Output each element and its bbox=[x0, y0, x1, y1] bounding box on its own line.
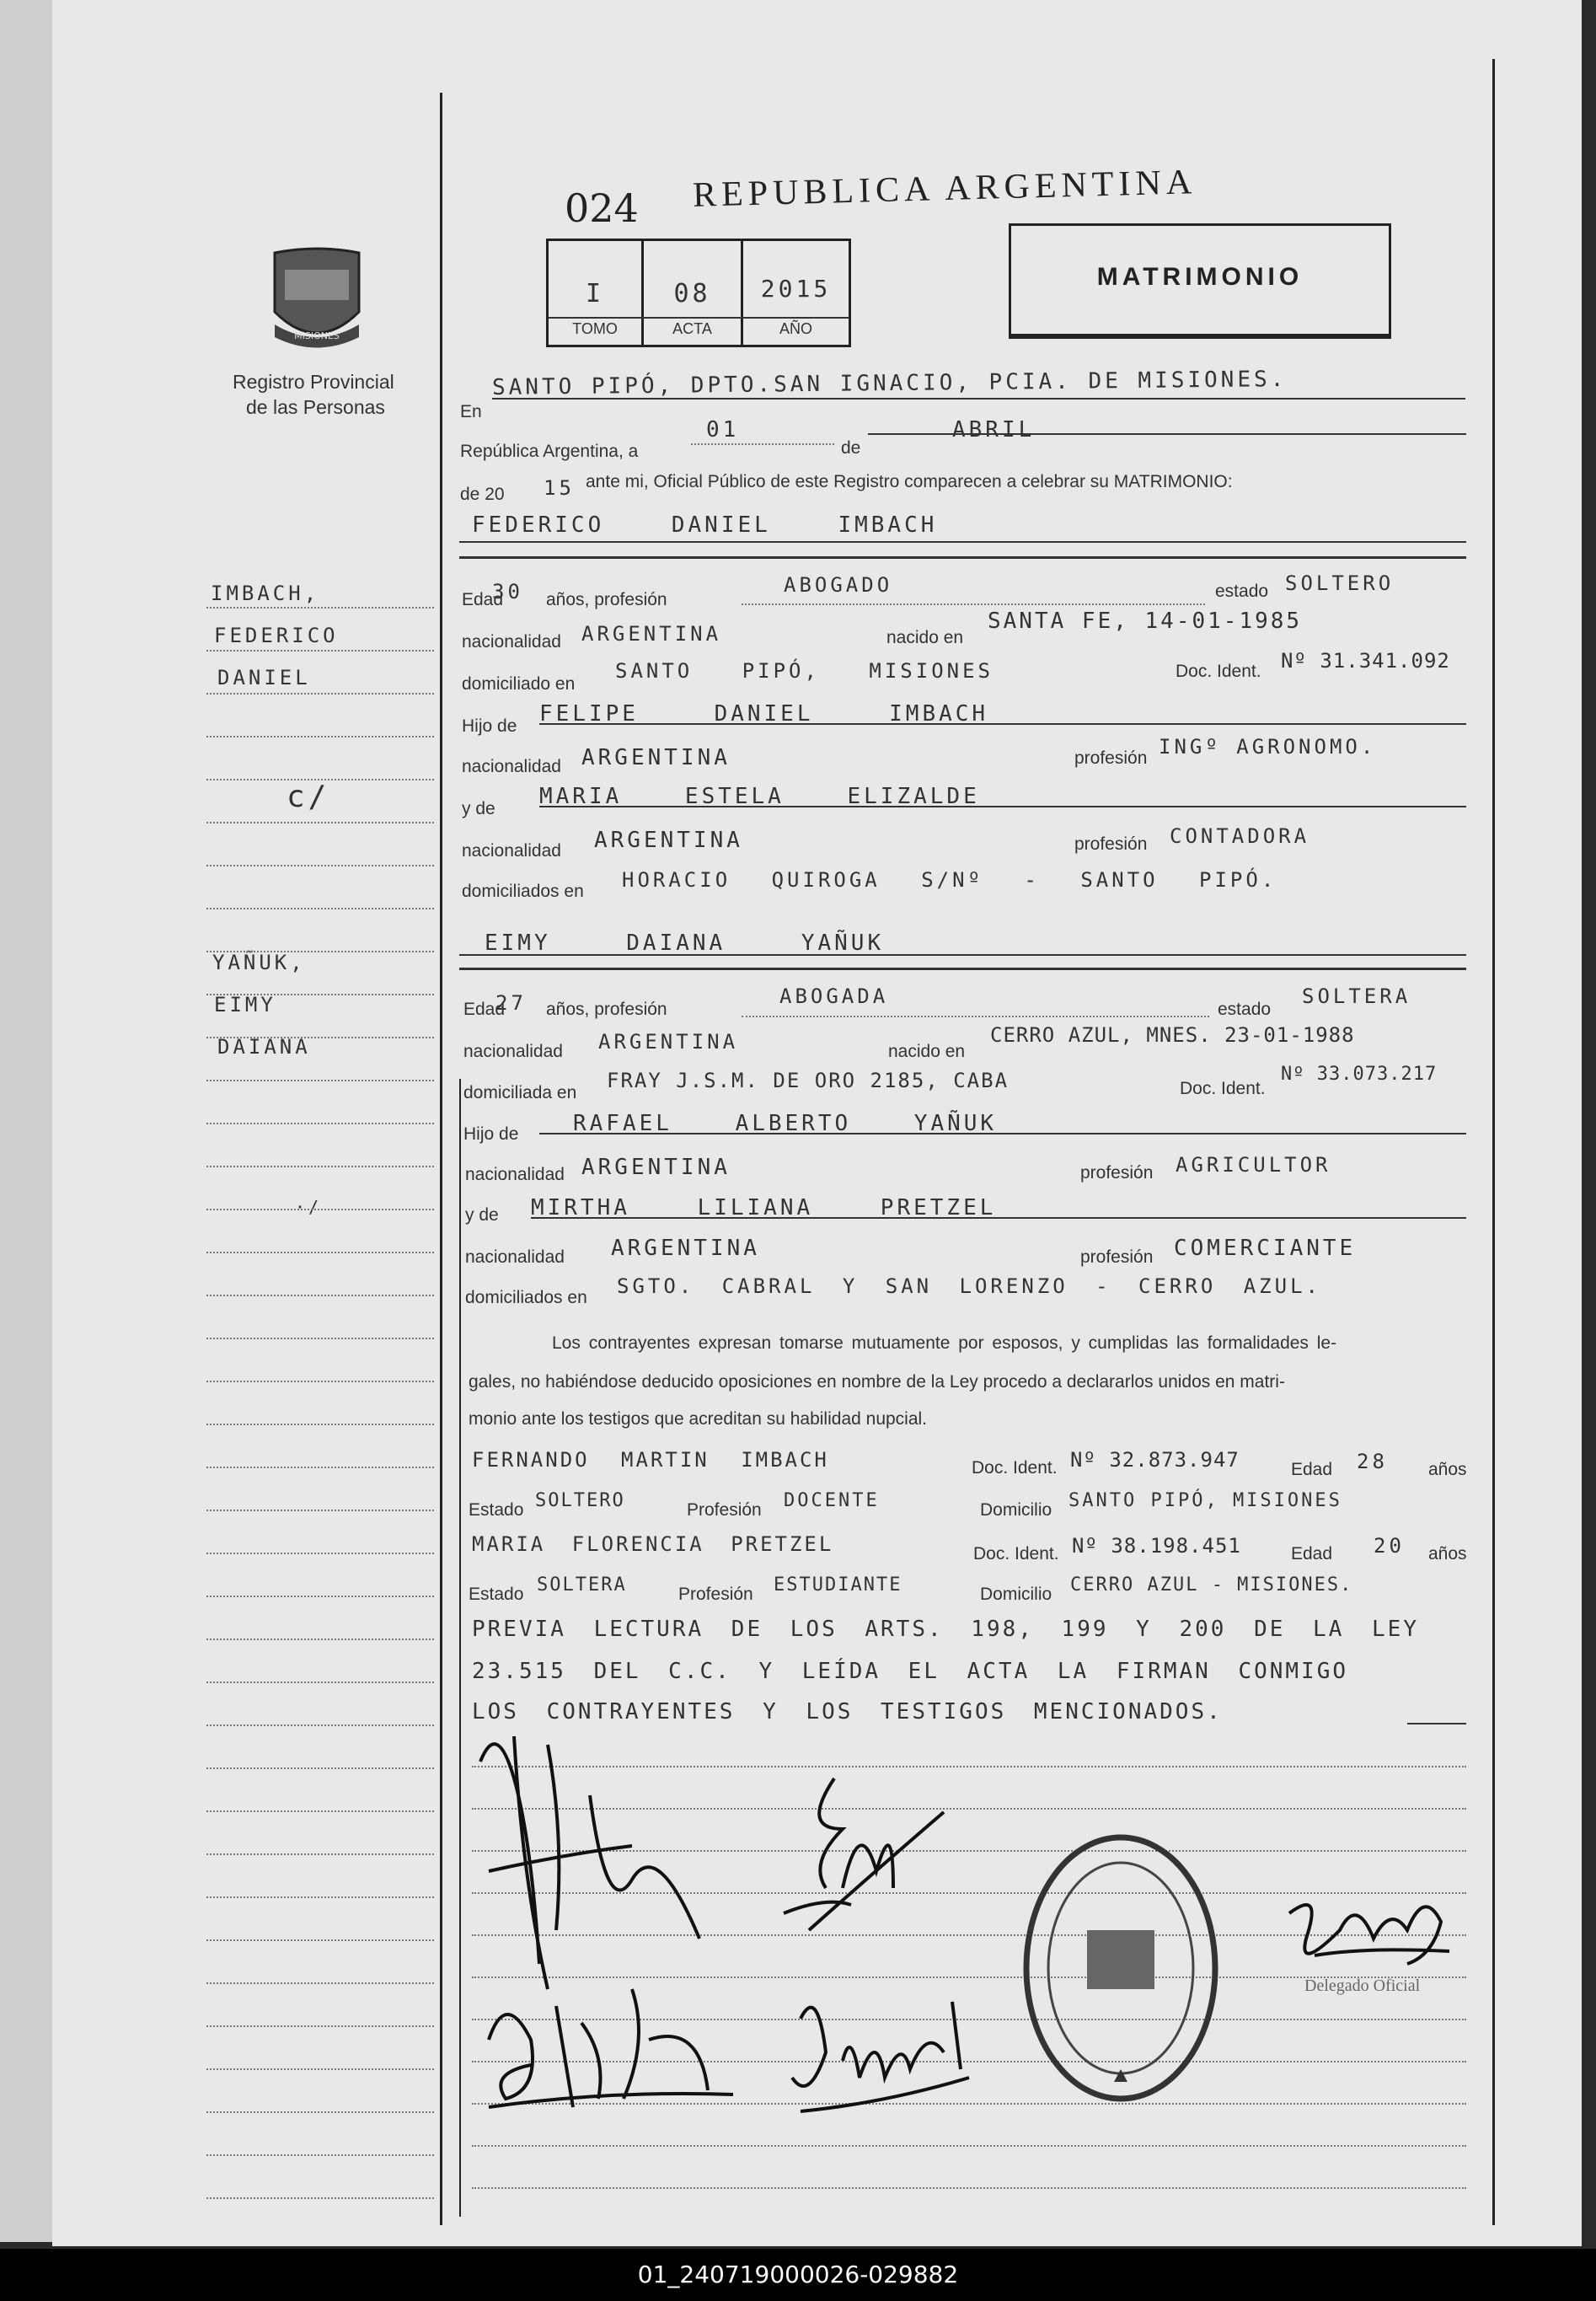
groom-hijo-label: Hijo de bbox=[462, 716, 517, 736]
margin-groom-surname: IMBACH, bbox=[211, 582, 320, 605]
marriage-month: ABRIL bbox=[952, 417, 1036, 442]
margin-rule bbox=[206, 693, 434, 695]
witness2-estado-label: Estado bbox=[469, 1585, 524, 1604]
witness1-doc-label: Doc. Ident. bbox=[972, 1458, 1058, 1478]
margin-rule bbox=[206, 1939, 434, 1941]
margin-rule bbox=[206, 951, 434, 952]
tomo-label: TOMO bbox=[572, 320, 618, 337]
groom-nationality: ARGENTINA bbox=[581, 622, 722, 646]
registry-label-1: Registro Provincial bbox=[233, 371, 394, 393]
bride-nac-label: nacionalidad bbox=[463, 1042, 563, 1061]
groom-mother-nac-label: nacionalidad bbox=[462, 841, 561, 861]
witness1-name: FERNANDO MARTIN IMBACH bbox=[472, 1448, 829, 1472]
anio-value: 2015 bbox=[760, 275, 832, 303]
margin-rule bbox=[206, 908, 434, 909]
margin-rule bbox=[206, 1338, 434, 1339]
witness1-address: SANTO PIPÓ, MISIONES bbox=[1068, 1490, 1342, 1511]
bride-anios-label: años, profesión bbox=[546, 1000, 667, 1019]
anio-label: AÑO bbox=[779, 320, 812, 337]
margin-rule bbox=[206, 865, 434, 866]
groom-father-nationality: ARGENTINA bbox=[581, 745, 731, 770]
matrimonio-box bbox=[1009, 223, 1391, 339]
signature-bride bbox=[775, 1762, 961, 1955]
groom-doc-label: Doc. Ident. bbox=[1176, 662, 1261, 681]
bride-parents-dom-label: domiciliados en bbox=[465, 1288, 587, 1307]
groom-father: FELIPE DANIEL IMBACH bbox=[539, 701, 989, 727]
bride-father-nationality: ARGENTINA bbox=[581, 1155, 731, 1180]
closing-line-3: LOS CONTRAYENTES Y LOS TESTIGOS MENCIONADOS. bbox=[472, 1699, 1223, 1724]
margin-rule bbox=[206, 2111, 434, 2113]
groom-father-prof-label: profesión bbox=[1074, 748, 1148, 768]
signature-witness-1 bbox=[480, 1972, 742, 2124]
witness2-doc-label: Doc. Ident. bbox=[973, 1544, 1059, 1564]
groom-estado-label: estado bbox=[1215, 582, 1269, 601]
tomo-acta-anio-box bbox=[546, 239, 851, 347]
country-title: REPUBLICA ARGENTINA bbox=[692, 163, 1197, 215]
closing-line-2: 23.515 DEL C.C. Y LEÍDA EL ACTA LA FIRMAN CONMIGO bbox=[472, 1659, 1349, 1684]
seal-text: MISIONES bbox=[294, 330, 340, 341]
margin-rule bbox=[206, 1596, 434, 1597]
margin-bride-surname: YAÑUK, bbox=[212, 951, 306, 974]
groom-status: SOLTERO bbox=[1285, 571, 1395, 595]
bride-hija-label: Hijo de bbox=[463, 1124, 519, 1144]
bride-dom-label: domiciliada en bbox=[463, 1083, 577, 1102]
republica-label: República Argentina, a bbox=[460, 442, 639, 461]
declaration-line-3: monio ante los testigos que acreditan su habilidad nupcial. bbox=[469, 1409, 928, 1429]
margin-mark: ·/ bbox=[295, 1197, 323, 1217]
bride-address: FRAY J.S.M. DE ORO 2185, CABA bbox=[607, 1069, 1010, 1092]
bride-status: SOLTERA bbox=[1302, 984, 1411, 1008]
margin-groom-first: FEDERICO bbox=[214, 624, 339, 647]
margin-rule bbox=[206, 1853, 434, 1855]
marriage-place: SANTO PIPÓ, DPTO.SAN IGNACIO, PCIA. DE MISIONES. bbox=[491, 367, 1288, 400]
witness1-anios-label: años bbox=[1428, 1460, 1467, 1479]
margin-rule bbox=[206, 1037, 434, 1038]
margin-rule bbox=[206, 1724, 434, 1726]
acta-value: 08 bbox=[673, 279, 711, 308]
groom-address: SANTO PIPÓ, MISIONES bbox=[615, 659, 993, 683]
groom-nacido-label: nacido en bbox=[886, 628, 964, 647]
bride-doc: Nº 33.073.217 bbox=[1281, 1064, 1438, 1085]
form-number: 024 bbox=[565, 185, 639, 231]
witness2-address: CERRO AZUL - MISIONES. bbox=[1070, 1574, 1353, 1596]
margin-rule bbox=[206, 2197, 434, 2199]
document-footer: 01_240719000026-029882 bbox=[0, 2249, 1596, 2301]
margin-bride-first: EIMY bbox=[214, 993, 276, 1016]
margin-rule bbox=[206, 822, 434, 823]
groom-full-name: FEDERICO DANIEL IMBACH bbox=[472, 512, 938, 538]
signature-official bbox=[1272, 1880, 1466, 1981]
groom-dom-label: domiciliado en bbox=[462, 674, 576, 694]
margin-rule bbox=[206, 1381, 434, 1382]
witness1-age: 28 bbox=[1357, 1450, 1388, 1473]
signature-rule bbox=[472, 2145, 1466, 2147]
margin-rule bbox=[206, 1896, 434, 1898]
bride-yde-label: y de bbox=[465, 1205, 499, 1225]
witness1-estado-label: Estado bbox=[469, 1500, 524, 1520]
groom-father-nac-label: nacionalidad bbox=[462, 757, 561, 776]
margin-rule bbox=[206, 1639, 434, 1640]
witness2-dom-label: Domicilio bbox=[980, 1585, 1052, 1604]
margin-rule bbox=[206, 1810, 434, 1812]
margin-rule bbox=[206, 1080, 434, 1081]
groom-anios-label: años, profesión bbox=[546, 590, 667, 609]
margin-rule bbox=[206, 1682, 434, 1683]
intro-text: ante mi, Oficial Público de este Registro comparecen a celebrar su MATRIMONIO: bbox=[586, 472, 1233, 491]
witness1-dom-label: Domicilio bbox=[980, 1500, 1052, 1520]
margin-rule bbox=[206, 1252, 434, 1253]
groom-yde-label: y de bbox=[462, 799, 495, 818]
tomo-value: I bbox=[585, 279, 605, 308]
groom-father-profession: INGº AGRONOMO. bbox=[1159, 735, 1377, 759]
frame-left-line bbox=[440, 93, 442, 2225]
marriage-day: 01 bbox=[706, 417, 740, 442]
margin-rule bbox=[206, 1553, 434, 1554]
bride-mother: MIRTHA LILIANA PRETZEL bbox=[531, 1195, 997, 1220]
groom-mother: MARIA ESTELA ELIZALDE bbox=[539, 784, 980, 809]
bride-mother-nac-label: nacionalidad bbox=[465, 1247, 565, 1267]
margin-rule bbox=[206, 1982, 434, 1984]
margin-rule bbox=[206, 994, 434, 995]
en-label: En bbox=[460, 402, 482, 421]
groom-mother-profession: CONTADORA bbox=[1170, 824, 1310, 848]
margin-rule bbox=[206, 2068, 434, 2070]
witness1-profession: DOCENTE bbox=[784, 1490, 880, 1511]
bride-born: CERRO AZUL, MNES. 23-01-1988 bbox=[990, 1023, 1355, 1047]
bride-mother-profession: COMERCIANTE bbox=[1174, 1236, 1357, 1261]
margin-conj: c/ bbox=[287, 780, 330, 814]
bride-mother-nationality: ARGENTINA bbox=[611, 1236, 760, 1261]
groom-doc: Nº 31.341.092 bbox=[1281, 649, 1450, 673]
registry-label-2: de las Personas bbox=[246, 396, 385, 418]
bride-full-name: EIMY DAIANA YAÑUK bbox=[485, 931, 885, 956]
closing-line-1: PREVIA LECTURA DE LOS ARTS. 198, 199 Y 200 DE LA LEY bbox=[472, 1617, 1419, 1642]
matrimonio-title: MATRIMONIO bbox=[1096, 263, 1304, 291]
frame-right-line bbox=[1492, 59, 1495, 2225]
groom-edad-label: Edad bbox=[462, 590, 504, 609]
bride-nationality: ARGENTINA bbox=[598, 1030, 739, 1054]
margin-rule bbox=[206, 2154, 434, 2156]
bride-nacido-label: nacido en bbox=[888, 1042, 966, 1061]
margin-rule bbox=[206, 1510, 434, 1511]
groom-mother-nationality: ARGENTINA bbox=[594, 828, 743, 853]
witness2-profession: ESTUDIANTE bbox=[774, 1574, 902, 1596]
bride-estado-label: estado bbox=[1218, 1000, 1272, 1019]
bride-father-nac-label: nacionalidad bbox=[465, 1165, 565, 1184]
groom-mother-prof-label: profesión bbox=[1074, 834, 1148, 854]
margin-rule bbox=[206, 1767, 434, 1769]
frame-inner-line bbox=[459, 1079, 461, 2217]
margin-rule bbox=[206, 779, 434, 780]
margin-rule bbox=[206, 2025, 434, 2027]
margin-bride-second: DAIANA bbox=[217, 1035, 311, 1059]
bride-father-profession: AGRICULTOR bbox=[1176, 1153, 1331, 1177]
bride-father: RAFAEL ALBERTO YAÑUK bbox=[573, 1111, 998, 1136]
margin-rule bbox=[206, 1467, 434, 1468]
witness1-doc: Nº 32.873.947 bbox=[1070, 1448, 1240, 1472]
declaration-line-1: Los contrayentes expresan tomarse mutuamente por esposos, y cumplidas las formalidades le- bbox=[552, 1333, 1337, 1353]
witness1-edad-label: Edad bbox=[1291, 1460, 1333, 1479]
groom-profession: ABOGADO bbox=[784, 573, 893, 597]
year-prefix: de 20 bbox=[460, 485, 505, 504]
witness2-anios-label: años bbox=[1428, 1544, 1467, 1564]
witness2-prof-label: Profesión bbox=[678, 1585, 753, 1604]
margin-rule bbox=[206, 736, 434, 738]
margin-rule bbox=[206, 607, 434, 609]
bride-doc-label: Doc. Ident. bbox=[1180, 1079, 1266, 1098]
bride-edad-label: Edad bbox=[463, 1000, 506, 1019]
de-label: de bbox=[841, 438, 861, 458]
signature-witness-2 bbox=[775, 1976, 977, 2120]
groom-age: 30 bbox=[492, 580, 523, 603]
signature-rule bbox=[472, 2187, 1466, 2189]
margin-rule bbox=[206, 1166, 434, 1167]
bride-mother-prof-label: profesión bbox=[1080, 1247, 1154, 1267]
registry-seal-icon bbox=[266, 244, 367, 354]
witness1-prof-label: Profesión bbox=[687, 1500, 762, 1520]
margin-groom-second: DANIEL bbox=[217, 666, 311, 689]
witness2-status: SOLTERA bbox=[537, 1574, 627, 1596]
groom-nac-label: nacionalidad bbox=[462, 632, 561, 652]
bride-parents-address: SGTO. CABRAL Y SAN LORENZO - CERRO AZUL. bbox=[617, 1274, 1321, 1298]
bride-age: 27 bbox=[495, 991, 527, 1015]
witness2-doc: Nº 38.198.451 bbox=[1072, 1534, 1241, 1558]
groom-parents-dom-label: domiciliados en bbox=[462, 882, 584, 901]
margin-rule bbox=[206, 1295, 434, 1296]
margin-rule bbox=[206, 1209, 434, 1210]
witness2-edad-label: Edad bbox=[1291, 1544, 1333, 1564]
official-seal bbox=[1020, 1829, 1222, 2107]
groom-born: SANTA FE, 14-01-1985 bbox=[988, 609, 1303, 634]
acta-label: ACTA bbox=[672, 320, 712, 337]
bride-father-prof-label: profesión bbox=[1080, 1163, 1154, 1183]
declaration-line-2: gales, no habiéndose deducido oposiciones en nombre de la Ley procedo a declararlos unidos en matri- bbox=[469, 1372, 1285, 1392]
margin-rule bbox=[206, 650, 434, 652]
marriage-year: 15 bbox=[544, 476, 575, 500]
witness1-status: SOLTERO bbox=[535, 1490, 625, 1511]
official-stamp-text: Delegado Oficial bbox=[1304, 1976, 1421, 1995]
margin-rule bbox=[206, 1424, 434, 1425]
witness2-age: 20 bbox=[1374, 1534, 1405, 1558]
groom-parents-address: HORACIO QUIROGA S/Nº - SANTO PIPÓ. bbox=[622, 868, 1277, 892]
margin-rule bbox=[206, 1123, 434, 1124]
witness2-name: MARIA FLORENCIA PRETZEL bbox=[472, 1532, 834, 1556]
bride-profession: ABOGADA bbox=[779, 984, 889, 1008]
